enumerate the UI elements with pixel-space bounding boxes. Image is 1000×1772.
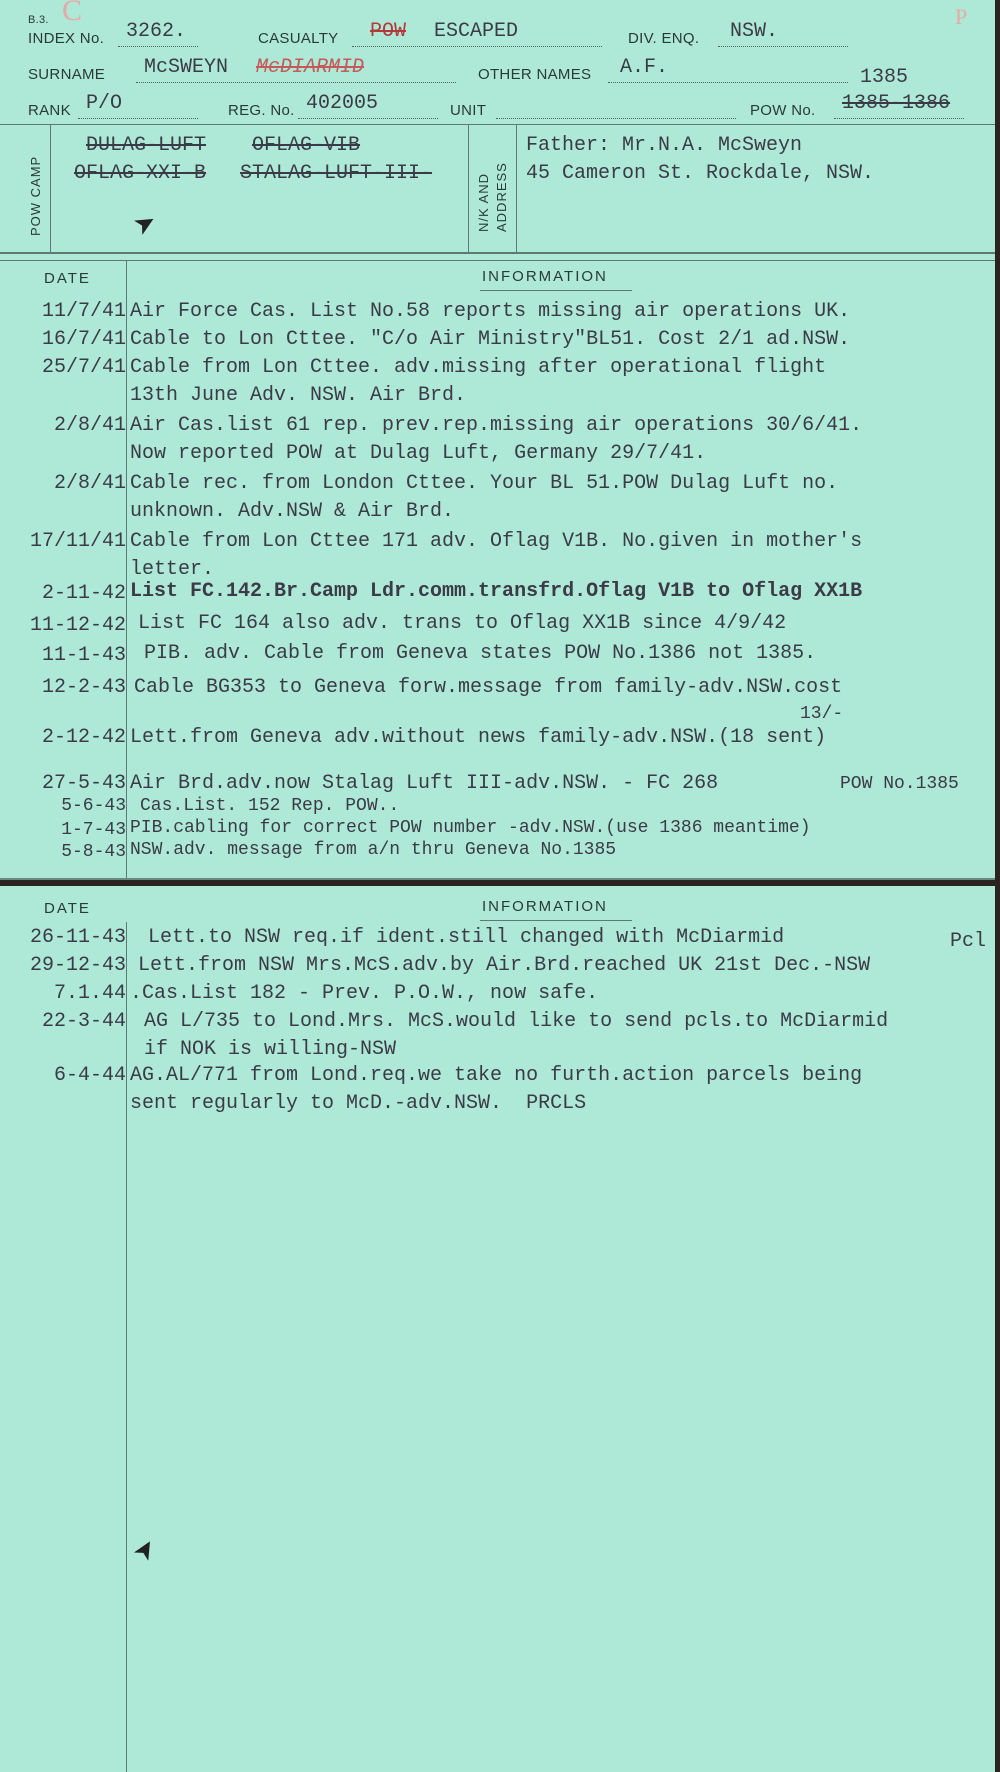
camp-oflag-vib: OFLAG-VIB — [252, 134, 361, 157]
entry-text: 13th June Adv. NSW. Air Brd. — [130, 384, 467, 407]
rank-label: RANK — [28, 102, 71, 119]
entry-text: Cable from Lon Cttee. adv.missing after operational flight — [130, 356, 827, 379]
entry-text: if NOK is willing-NSW — [144, 1038, 397, 1061]
information-header: INFORMATION — [482, 268, 608, 285]
entry-text: List FC.142.Br.Camp Ldr.comm.transfrd.Oflag V1B to Oflag XX1B — [130, 580, 863, 603]
record-card-reverse: DATE INFORMATION 26-11-43 Lett.to NSW req.if ident.still changed with McDiarmid Pcl 29-12-43 Lett.from NSW Mrs.McS.adv.by Air.Brd.reached UK 21st Dec.-NSW 7.1.44 .Cas.List 182 - Prev. P.O.W., now safe. 22-3-44 AG L/735 to Lond.Mrs. McS.would like to send pcls.to McDiarmid if NOK is willing-NSW 6-4-44 AG.AL/771 from Lond.req.we take no furth.action parcels being sent regularly to McD.-adv.NSW. PRCLS ➤ — [0, 886, 995, 1772]
camp-stalag-luft-iii: STALAG-LUFT-III- — [240, 162, 433, 185]
entry-text: Cable from Lon Cttee 171 adv. Oflag V1B. No.given in mother's — [130, 530, 863, 553]
cost-note: 13/- — [800, 704, 844, 724]
entry-text: Lett.to NSW req.if ident.still changed with McDiarmid — [148, 926, 785, 949]
pow-camp-label: POW CAMP — [28, 155, 43, 236]
entry-text: Air Cas.list 61 rep. prev.rep.missing air operations 30/6/41. — [130, 414, 863, 437]
entry-text: Now reported POW at Dulag Luft, Germany 29/7/41. — [130, 442, 707, 465]
entry-text: letter. — [130, 558, 215, 581]
other-names-value: A.F. — [620, 56, 669, 79]
casualty-label: CASUALTY — [258, 30, 339, 47]
surname-struck: McDIARMID — [256, 56, 365, 79]
ink-mark-icon: ➤ — [126, 1532, 163, 1567]
entry-text: sent regularly to McD.-adv.NSW. PRCLS — [130, 1092, 587, 1115]
entry-text: NSW.adv. message from a/n thru Geneva No.1385 — [130, 840, 617, 860]
record-card-front: C P B.3. INDEX No. 3262. CASUALTY POW ESCAPED DIV. ENQ. NSW. SURNAME McSWEYN McDIARMID OTHER NAMES A.F. 1385 RANK P/O REG. No. 402005 UNIT POW No. 1385-1386 POW CAMP DULAG-LUFT OFLAG-VIB OFLAG-XXI-B STALAG-LUFT-III- ➤ N/K AND ADDRESS Father: Mr.N.A. McSweyn 45 Cameron St. Rockdale, NSW. DATE INFORMATION 11/7/41 Air Force Cas. List No.58 reports missing air operations UK. 16/7/41 Cable to Lon Cttee. "C/o Air Ministry"BL51. Cost 2/1 ad.NSW. 25/7/41 Cable from Lon Cttee. adv.missing after operational flight 13th June Adv. NSW. Air Brd. 2/8/41 Air Cas.list 61 rep. prev.rep.missing air operations 30/6/41. Now reported POW at Dulag Luft, Germany 29/7/41. 2/8/41 Cable rec. from London Cttee. Your BL 51.POW Dulag Luft no. unknown. Adv.NSW & Air Brd. 17/11/41 Cable from Lon Cttee 171 adv. Oflag V1B. No.given in mother's letter. 2-11-42 List FC.142.Br.Camp Ldr.comm.transfrd.Oflag V1B to Oflag XX1B 11-12-42 List FC 164 also adv. trans to Oflag XX1B since 4/9/42 11-1-43 PIB. adv. Cable from Geneva states POW No.1386 not 1385. 12-2-43 Cable BG353 to Geneva forw.message from family-adv.NSW.cost 13/- 2-12-42 Lett.from Geneva adv.without news family-adv.NSW.(18 sent) 27-5-43 Air Brd.adv.now Stalag Luft III-adv.NSW. - FC 268 POW No.1385 5-6-43 Cas.List. 152 Rep. POW.. 1-7-43 PIB.cabling for correct POW number -adv.NSW.(use 1386 meantime) 5-8-43 NSW.adv. message from a/n thru Geneva No.1385 — [0, 0, 995, 880]
entry-text: AG.AL/771 from Lond.req.we take no furth.action parcels being — [130, 1064, 863, 1087]
index-label: INDEX No. — [28, 30, 105, 47]
entry-text: Lett.from Geneva adv.without news family-adv.NSW.(18 sent) — [130, 726, 827, 749]
entry-text: .Cas.List 182 - Prev. P.O.W., now safe. — [130, 982, 599, 1005]
margin-note: Pcl — [950, 930, 987, 953]
entry-text: AG L/735 to Lond.Mrs. McS.would like to send pcls.to McDiarmid — [144, 1010, 889, 1033]
entry-text: unknown. Adv.NSW & Air Brd. — [130, 500, 455, 523]
form-code: B.3. — [28, 14, 49, 26]
camp-dulag-luft: DULAG-LUFT — [86, 134, 207, 157]
reg-no-value: 402005 — [306, 92, 379, 115]
entry-text: PIB. adv. Cable from Geneva states POW No.1386 not 1385. — [144, 642, 817, 665]
pencil-mark: P — [955, 4, 968, 29]
entry-text: Air Brd.adv.now Stalag Luft III-adv.NSW. - FC 268 — [130, 772, 719, 795]
pencil-mark: C — [62, 0, 83, 27]
reg-no-label: REG. No. — [228, 102, 295, 119]
entry-text: List FC 164 also adv. trans to Oflag XX1B since 4/9/42 — [138, 612, 787, 635]
pow-no-label: POW No. — [750, 102, 816, 119]
entry-text: Cable BG353 to Geneva forw.message from family-adv.NSW.cost — [134, 676, 843, 699]
ink-mark-icon: ➤ — [127, 204, 162, 242]
entry-text: Cas.List. 152 Rep. POW.. — [140, 796, 400, 816]
entry-text: PIB.cabling for correct POW number -adv.NSW.(use 1386 meantime) — [130, 818, 811, 838]
entry-text: Air Force Cas. List No.58 reports missing air operations UK. — [130, 300, 851, 323]
pow-number-note: POW No.1385 — [840, 774, 959, 794]
nok-line-2: 45 Cameron St. Rockdale, NSW. — [526, 162, 875, 185]
nok-label: N/K AND — [476, 172, 491, 232]
entry-text: Lett.from NSW Mrs.McS.adv.by Air.Brd.reached UK 21st Dec.-NSW — [138, 954, 871, 977]
surname-value: McSWEYN — [144, 56, 229, 79]
surname-label: SURNAME — [28, 66, 106, 83]
camp-oflag-xxib: OFLAG-XXI-B — [74, 162, 207, 185]
pow-no-corrected: 1385 — [860, 66, 909, 89]
nok-line-1: Father: Mr.N.A. McSweyn — [526, 134, 803, 157]
date-header: DATE — [44, 270, 91, 287]
index-value: 3262. — [126, 20, 187, 43]
date-header-2: DATE — [44, 900, 91, 917]
information-header-2: INFORMATION — [482, 898, 608, 915]
unit-label: UNIT — [450, 102, 487, 119]
pow-no-struck: 1385-1386 — [842, 92, 951, 115]
casualty-value: ESCAPED — [434, 20, 519, 43]
nok-label-2: ADDRESS — [494, 162, 509, 232]
other-names-label: OTHER NAMES — [478, 66, 592, 83]
div-enq-label: DIV. ENQ. — [628, 30, 700, 47]
casualty-struck: POW — [370, 20, 407, 43]
entry-text: Cable rec. from London Cttee. Your BL 51.POW Dulag Luft no. — [130, 472, 839, 495]
div-enq-value: NSW. — [730, 20, 779, 43]
rank-value: P/O — [86, 92, 123, 115]
entry-text: Cable to Lon Cttee. "C/o Air Ministry"BL51. Cost 2/1 ad.NSW. — [130, 328, 851, 351]
